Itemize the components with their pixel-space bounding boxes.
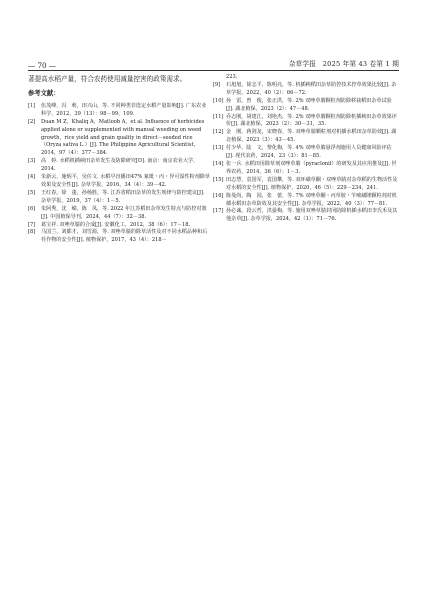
reference-text: 田志慧，袁国军，袁国攀，等. 双环磺草酮・双唑草腈对杂草稻的生物活性及对水稻的安全性[J]. 植物保护，2020，46（5）：229－234，241. [226,176,398,191]
reference-number: [8] [28,229,36,236]
reference-text: 朱阿秀，沈 嵘，陈 凤，等. 2022 年江苏稻田杂草发生特点与防控对策[J]. 中国植保导刊，2024，44（7）：32－38. [41,205,207,220]
reference-item [213,193,399,209]
reference-text: 金 刚，蒋剑龙，宋晓春，等. 双唑草腈颗粒剂对机插水稻田杂草防效[J]. 湖北植保，2023（3）：43－45. [226,129,397,144]
reference-text: 朱新云，施炳平，吴任文. 水稻早直播田47% 氰吡・丙・异可湿性粉剂除草效果及安全性[J]. 杂草学报，2016，34（4）：39－42. [41,174,210,188]
reference-number: [6] [28,205,36,212]
reference-text: 乔志刚，胡建江，刘艳杰，等. 2% 双唑草腈颗粒剂防除机插秧田杂草效果评价[J]. 湖北植保，2023（2）：30－31，35. [226,113,397,128]
reference-text: 孙 雷，曾 俊，张正洪，等. 2% 双唑草腈颗粒剂防除移栽稻田杂草试验[J]. 湖北植保，2023（2）：47－48. [226,97,392,112]
reference-item [28,190,210,206]
reference-number: [13] [213,145,224,152]
page-number: — 70 — [28,61,57,70]
references-list-right [213,82,399,224]
reference-number: [12] [213,129,224,136]
intro-text: 著提高水稻产量，符合农药使用减量控害的政策需求。 [28,75,187,83]
reference-number: [16] [213,192,224,199]
reference-text: 张一兵. 水稻田用除草剂双唑草腈（pyraclonil）的研发及其应用推及[J]. 世界农药，2014，36（6）：1－3. [226,160,397,175]
reference-item [28,206,210,222]
reference-text: 付少华，陆 文，黎化梅，等. 4% 双唑草腈悬浮剂施用人员健康风险评估[J]. 现代农药，2024，23（3）：81－85. [226,145,392,160]
reference-item [28,229,210,245]
reference-item [213,114,399,130]
reference-item [213,129,399,145]
reference-item [213,161,399,177]
reference-number: [3] [28,158,36,165]
left-column [28,74,210,245]
reference-number: [17] [213,208,224,215]
reference-item [213,208,399,224]
reference-text: 王红春，徐 蓬，孙杨胜，等. 江苏省稻田杂草的发生规律与防控建议[J]. 杂草学报，2019，37（4）：1－5. [41,189,205,204]
reference-item [213,98,399,114]
references-list-left [28,103,210,245]
reference-number: [1] [28,102,36,109]
reference-item [213,145,399,161]
reference-number: [5] [28,189,36,196]
reference-item [28,103,210,119]
reference-text: Duan M Z，Khaliq A，Matloob A，et al. Influence of herbicides applied alone or supplemented with manual weeding on weed growth，rice yield and grain quality in direct－seeded rice（Oryza sativa L.）[J]. The Philippine Agricultural Scientist，2014，97（4）：377－384. [41,118,205,157]
reference-item [213,82,399,98]
reference-text: 陈曼尚，陶 园，张 蕾，等. 7% 双唑草酮・丙草胺・苄嘧磺隆颗粒剂对机插水稻田杂草防效及其安全性[J]. 杂草学报，2022，40（3）：77－81. [226,192,397,207]
reference-number: [7] [28,221,36,228]
reference-number: [11] [213,113,224,120]
header-rule [28,70,399,71]
journal-running-head: 杂草学报 2025 年第 43 卷第 1 期 [288,60,399,68]
reference-number: [10] [213,97,224,104]
references-heading: 参考文献： [28,90,60,97]
reference-continuation: 223. [226,74,238,80]
reference-item [28,119,210,159]
reference-item [28,158,210,174]
reference-number: [9] [213,81,221,88]
reference-item [28,174,210,190]
reference-text: 石旭旭，徐志平，陈明亮，等. 机插秧稻田杂草防控技术控草效果比较[J]. 杂草学报，2022，40（2）：66－72. [226,81,397,96]
reference-number: [2] [28,118,36,125]
reference-number: [14] [213,160,224,167]
reference-text: 葛宝祥. 双唑草腈的合成[J]. 安徽化工，2012，38（6）：17－18. [41,221,191,228]
reference-number: [15] [213,176,224,183]
reference-text: 伍茂峰，冯 莉，田兴山，等. 不同种类非选定水稻产量影响[J]. 广东农业科学，2012，39（13）：98－99，109. [41,102,207,117]
reference-number: [4] [28,174,36,181]
reference-item [213,177,399,193]
reference-text: 马国兰，刘都才，刘雪源，等. 双唑草腈的除草活性及对不同水稻品种和后茬作物的安全性[J]. 植物保护，2017，43（4）：218－ [41,229,208,244]
reference-text: 孙必诚，段云哲，洪晏梅，等. 施用双唑草腈封闭防除机插水稻田李氏禾及其他杂草[J]. 杂草学报，2024，42（1）：71－76. [226,208,398,223]
reference-text: 高 婷. 水稻机插秧田杂草发生及防除研究[D]. 南京：南京农业大学，2014. [41,158,199,173]
right-column [213,74,399,224]
page-header [28,56,399,70]
